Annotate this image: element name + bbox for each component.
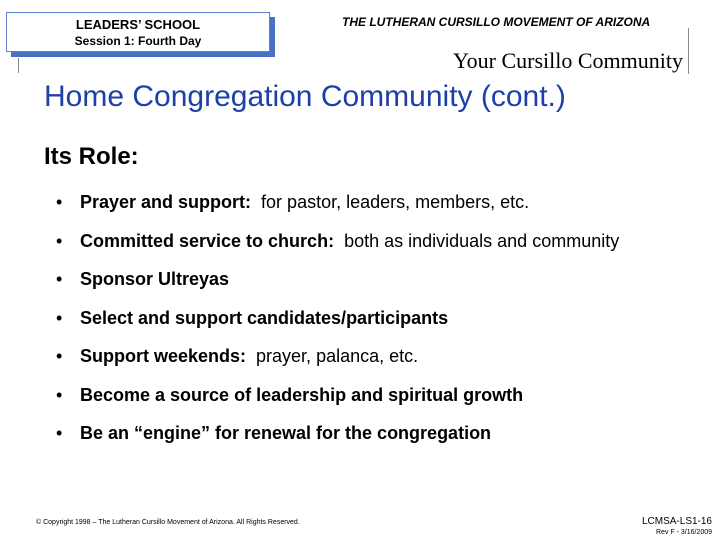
revision-label: Rev F - 3/16/2009 (655, 529, 712, 536)
item-lead: Sponsor Ultreyas (80, 269, 230, 289)
slide-title: Home Congregation Community (cont.) (44, 80, 566, 113)
bullet-icon: • (56, 346, 63, 366)
item-lead: Be an “engine” for renewal for the congregation (80, 423, 492, 443)
list-item (56, 306, 619, 345)
organization-name: THE LUTHERAN CURSILLO MOVEMENT OF ARIZONA (342, 15, 651, 29)
item-lead: Committed service to church: (80, 230, 335, 251)
role-list (56, 190, 619, 460)
school-label: LEADERS’ SCHOOL (75, 17, 201, 32)
section-heading: Its Role: (44, 143, 139, 170)
header-rule-right (688, 28, 689, 74)
item-lead: Prayer and support: (80, 192, 252, 212)
list-item (56, 190, 619, 229)
bullet-icon: • (56, 269, 63, 289)
header-rule-left (18, 58, 19, 73)
item-lead: Become a source of leadership and spiritual growth (80, 384, 524, 405)
slide-code-block (642, 516, 712, 538)
bullet-icon: • (56, 384, 63, 405)
bullet-icon: • (56, 423, 63, 443)
session-badge (6, 12, 270, 52)
list-item (56, 229, 619, 268)
slide-code: LCMSA-LS1-16 (641, 516, 712, 527)
bullet-icon: • (56, 307, 63, 328)
list-item (56, 267, 619, 306)
item-detail: for pastor, leaders, members, etc. (251, 192, 530, 212)
bullet-icon: • (56, 192, 63, 212)
list-item (56, 383, 619, 422)
copyright-notice: © Copyright 1998 – The Lutheran Cursillo Movement of Arizona. All Rights Reserved. (36, 519, 300, 526)
bullet-icon: • (56, 230, 63, 251)
list-item (56, 421, 619, 460)
session-label: Session 1: Fourth Day (74, 34, 202, 48)
item-detail: prayer, palanca, etc. (246, 346, 419, 366)
item-lead: Select and support candidates/participants (80, 307, 449, 328)
list-item (56, 344, 619, 383)
community-subtitle: Your Cursillo Community (452, 48, 683, 73)
item-lead: Support weekends: (80, 346, 247, 366)
item-detail: both as individuals and community (334, 230, 620, 251)
